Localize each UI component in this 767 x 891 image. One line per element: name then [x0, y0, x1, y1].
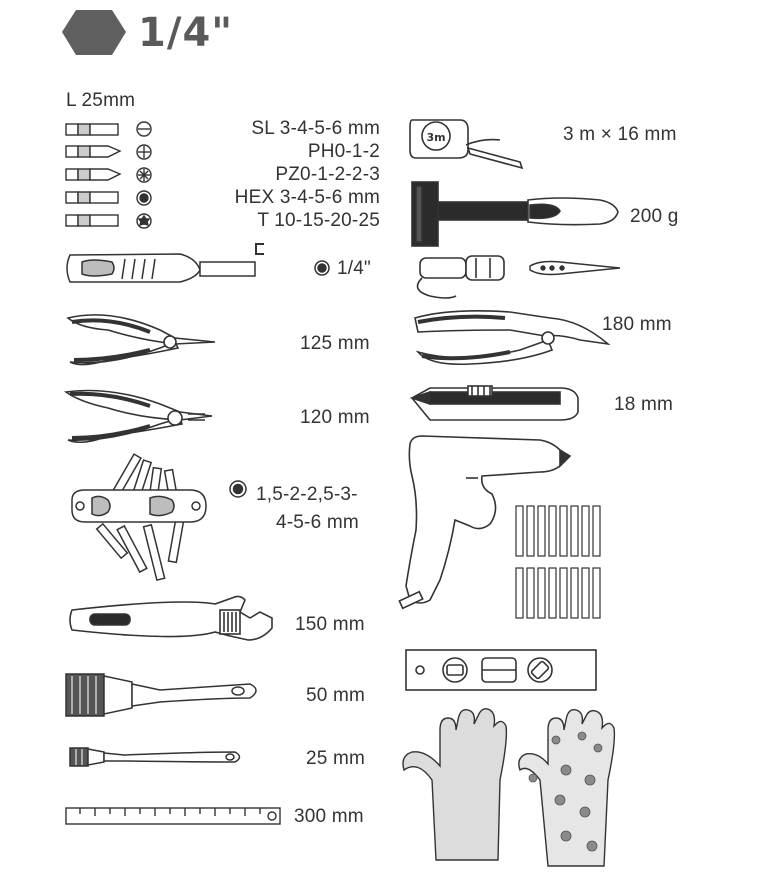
flashlight-icon	[418, 256, 505, 298]
pruning-shears-icon	[415, 311, 608, 364]
brush-large-label: 50 mm	[306, 685, 366, 706]
bit-type-label: SL 3-4-5-6 mm	[251, 118, 380, 139]
screwdriver-icon	[67, 244, 329, 282]
bit-length-label: L 25mm	[66, 90, 136, 111]
bit-torx-icon	[66, 214, 151, 228]
work-gloves-icon	[403, 709, 614, 866]
combination-pliers-icon	[66, 391, 212, 443]
bit-slotted-icon	[66, 122, 151, 136]
brush-small-label: 25 mm	[306, 748, 366, 769]
bit-pozidriv-icon	[66, 168, 151, 182]
paint-brush-small-icon	[70, 748, 240, 766]
bit-hex-icon	[66, 191, 151, 205]
drive-size-title: 1/4"	[138, 10, 234, 56]
hex-key-sizes-label: 1,5-2-2,5-3-	[256, 484, 358, 505]
tape-badge: 3m	[426, 131, 446, 144]
wrench-label: 150 mm	[295, 614, 365, 635]
ruler-label: 300 mm	[294, 806, 364, 827]
ruler-icon	[66, 808, 280, 824]
flashlight-accessory-icon	[530, 262, 620, 275]
tape-measure-icon	[410, 120, 522, 168]
hammer-icon	[412, 182, 618, 246]
spirit-level-icon	[406, 650, 596, 690]
needle-nose-pliers-label: 125 mm	[300, 333, 370, 354]
hexagon-icon	[62, 10, 126, 55]
bit-type-label: PH0-1-2	[307, 141, 380, 162]
bit-type-label: T 10-15-20-25	[257, 210, 380, 231]
utility-knife-icon	[412, 386, 578, 420]
hex-key-sizes-label-line2: 4-5-6 mm	[276, 512, 359, 533]
hammer-label: 200 g	[630, 206, 679, 227]
adjustable-wrench-icon	[70, 596, 272, 640]
glue-sticks-icon	[516, 506, 600, 618]
bit-phillips-icon	[66, 145, 151, 159]
screwdriver-label: 1/4"	[337, 258, 371, 279]
hex-key-set-icon	[72, 454, 246, 580]
utility-knife-label: 18 mm	[614, 394, 674, 415]
tape-measure-label: 3 m × 16 mm	[563, 124, 677, 145]
pruning-shears-label: 180 mm	[602, 314, 672, 335]
bit-type-label: PZ0-1-2-2-3	[275, 164, 380, 185]
needle-nose-pliers-icon	[68, 315, 215, 365]
bit-type-label: HEX 3-4-5-6 mm	[234, 187, 380, 208]
paint-brush-large-icon	[66, 674, 256, 716]
combination-pliers-label: 120 mm	[300, 407, 370, 428]
